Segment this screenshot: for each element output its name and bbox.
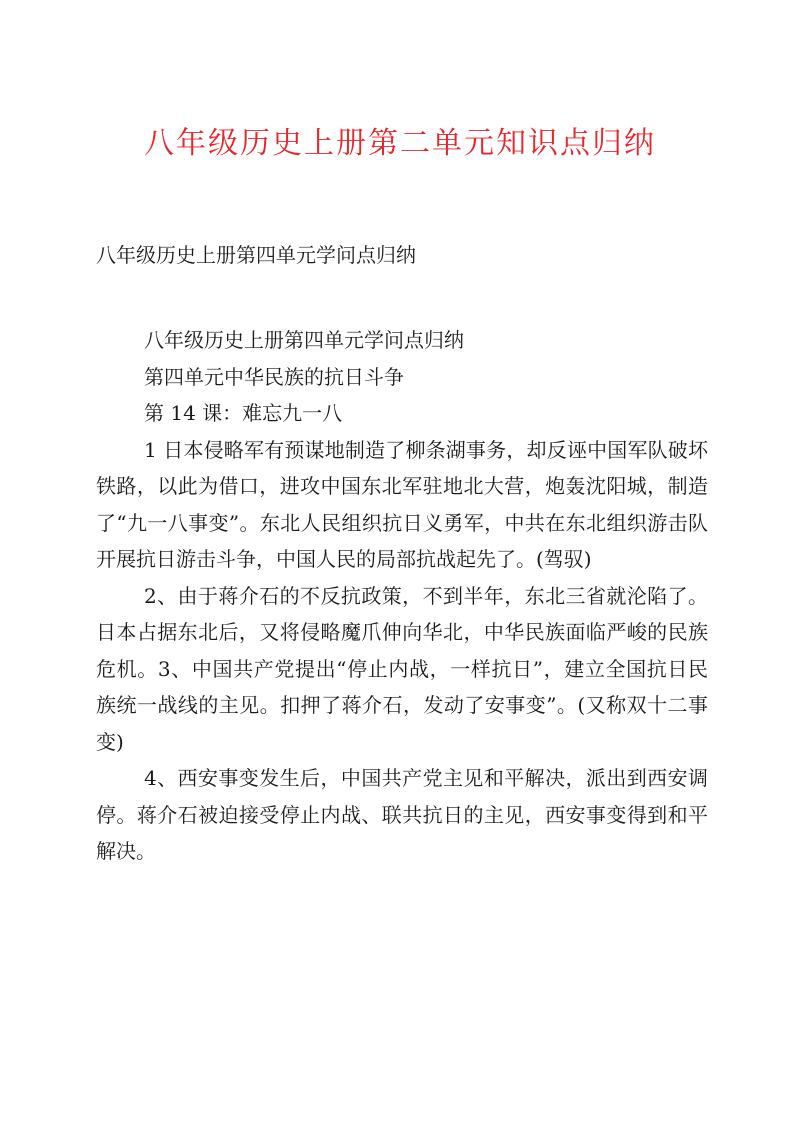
- paragraph-unit-heading: 八年级历史上册第四单元学问点归纳: [144, 328, 464, 352]
- paragraph-lesson-title: 第 14 课：难忘九一八: [144, 401, 343, 425]
- paragraph-point-2-3: 2、由于蒋介石的不反抗政策，不到半年，东北三省就沦陷了。日本占据东北后，又将侵略魔爪伸向华北，中华民族面临严峻的民族危机。3、中国共产党提出“停止内战，一样抗日”，建立全国抗日民族统一战线的主见。扣押了蒋介石，发动了安事变”。(又称双十二事变): [96, 583, 708, 754]
- paragraph-unit-title: 第四单元中华民族的抗日斗争: [144, 364, 404, 389]
- paragraph-point-4: 4、西安事变发生后，中国共产党主见和平解决，派出到西安调停。蒋介石被迫接受停止内战、联共抗日的主见，西安事变得到和平解决。: [96, 766, 708, 863]
- document-title: 八年级历史上册第二单元知识点归纳: [144, 126, 656, 161]
- paragraph-point-1: 1 日本侵略军有预谋地制造了柳条湖事务，却反诬中国军队破坏铁路，以此为借口，进攻中国东北军驻地北大营，炮轰沈阳城，制造了“九一八事变”。东北人民组织抗日义勇军，中共在东北组织游击队开展抗日游击斗争，中国人民的局部抗战起先了。(驾驭): [96, 437, 708, 571]
- document-subtitle: 八年级历史上册第四单元学问点归纳: [96, 243, 416, 267]
- document-body: [96, 322, 708, 870]
